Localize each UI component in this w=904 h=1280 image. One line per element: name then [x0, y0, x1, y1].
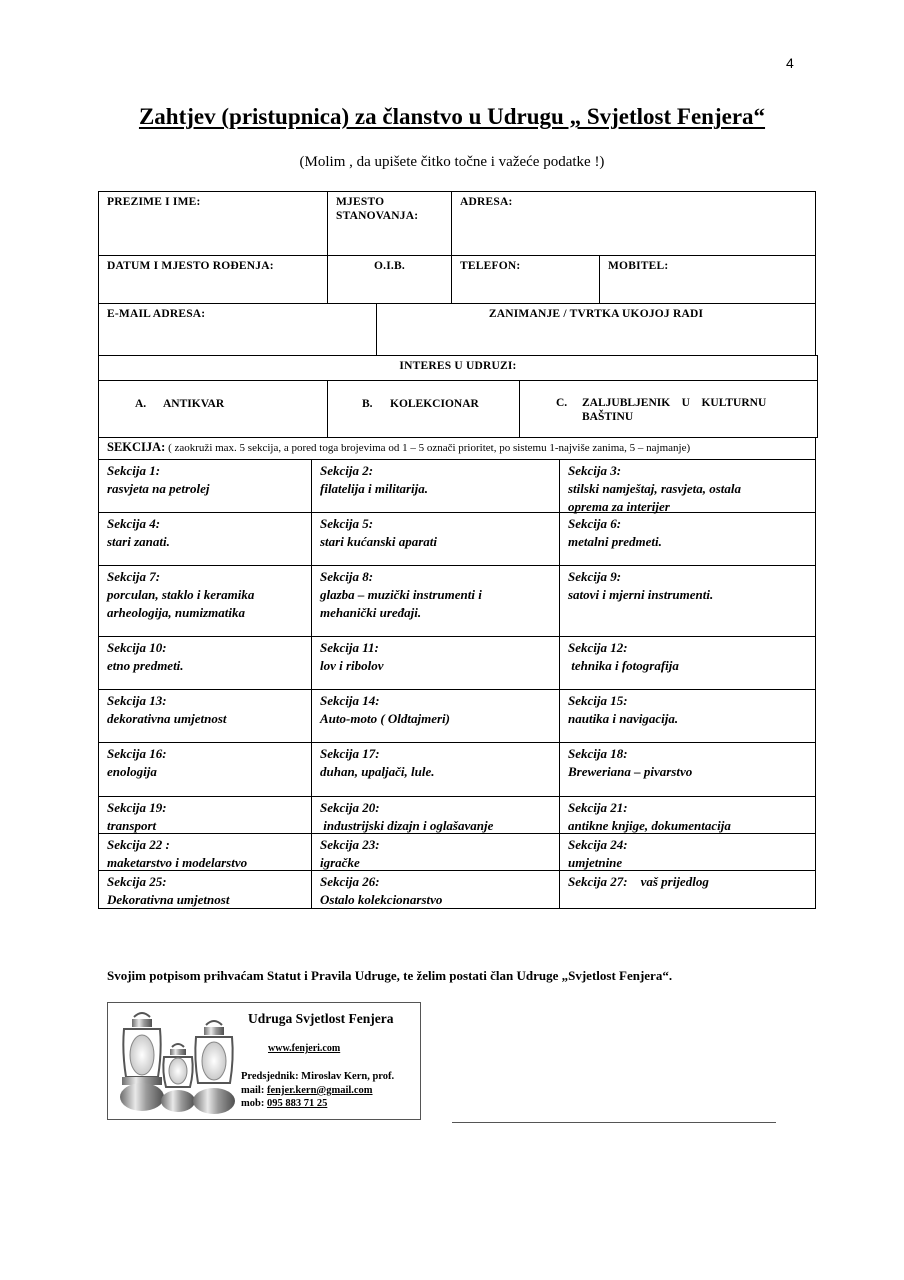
- section-cell-8[interactable]: [311, 565, 560, 637]
- section-cell-2[interactable]: [311, 459, 560, 513]
- section-title: Sekcija 11:: [320, 640, 379, 655]
- option-label-line1: ZALJUBLJENIK U KULTURNU: [582, 397, 767, 409]
- section-cell-24[interactable]: [559, 833, 816, 871]
- section-title: Sekcija 23:: [320, 837, 380, 852]
- mobile-field[interactable]: [599, 255, 816, 304]
- section-cell-22[interactable]: [98, 833, 312, 871]
- section-description: etno predmeti.: [107, 658, 184, 673]
- section-description: metalni predmeti.: [568, 534, 662, 549]
- section-title: Sekcija 18:: [568, 746, 628, 761]
- section-title: Sekcija 19:: [107, 800, 167, 815]
- stamp-president: Predsjednik: Miroslav Kern, prof.: [241, 1071, 395, 1082]
- section-description: stilski namještaj, rasvjeta, ostala: [568, 481, 741, 496]
- section-title: Sekcija 22 :: [107, 837, 170, 852]
- stamp-website-link[interactable]: www.fenjeri.com: [268, 1043, 341, 1054]
- email-field[interactable]: [98, 303, 377, 356]
- name-field[interactable]: [98, 191, 328, 256]
- section-title: Sekcija 13:: [107, 693, 167, 708]
- section-cell-17[interactable]: [311, 742, 560, 797]
- interest-option-kolekcionar[interactable]: [327, 380, 520, 438]
- lanterns-image: [112, 1007, 240, 1117]
- section-description: oprema za interijer: [568, 499, 670, 514]
- section-description: igračke: [320, 855, 360, 870]
- section-cell-19[interactable]: [98, 796, 312, 834]
- mobile-label: MOBITEL:: [608, 260, 669, 272]
- membership-form-table: [98, 191, 816, 909]
- consent-statement: Svojim potpisom prihvaćam Statut i Pravila Udruge, te želim postati član Udruge „Svjetlost Fenjera“.: [107, 968, 673, 983]
- email-label: E-MAIL ADRESA:: [107, 308, 206, 320]
- birth-date-place-field[interactable]: [98, 255, 328, 304]
- page-subtitle: (Molim , da upišete čitko točne i važeće podatke !): [299, 154, 605, 170]
- section-title: Sekcija 9:: [568, 569, 622, 584]
- page-title: Zahtjev (pristupnica) za članstvo u Udrugu „ Svjetlost Fenjera“: [138, 104, 766, 129]
- section-cell-6[interactable]: [559, 512, 816, 566]
- option-letter-b: B.: [362, 398, 373, 410]
- phone-field[interactable]: [451, 255, 600, 304]
- birth-date-place-label: DATUM I MJESTO ROĐENJA:: [107, 260, 274, 272]
- stamp-mail: [241, 1085, 373, 1096]
- oib-field[interactable]: [327, 255, 452, 304]
- section-title: Sekcija 21:: [568, 800, 628, 815]
- section-title: Sekcija 26:: [320, 874, 380, 889]
- section-description: Dekorativna umjetnost: [107, 892, 230, 907]
- section-description: maketarstvo i modelarstvo: [107, 855, 248, 870]
- section-description: duhan, upaljači, lule.: [320, 764, 435, 779]
- section-cell-15[interactable]: [559, 689, 816, 743]
- section-description: antikne knjige, dokumentacija: [568, 818, 731, 833]
- section-cell-10[interactable]: [98, 636, 312, 690]
- section-cell-3[interactable]: [559, 459, 816, 513]
- page-number: 4: [786, 55, 794, 71]
- section-cell-12[interactable]: [559, 636, 816, 690]
- section-description: mehanički uređaji.: [320, 605, 422, 620]
- section-title: Sekcija 6:: [568, 516, 622, 531]
- section-title: Sekcija 14:: [320, 693, 380, 708]
- section-title: Sekcija 8:: [320, 569, 374, 584]
- section-cell-25[interactable]: [98, 870, 312, 909]
- section-cell-23[interactable]: [311, 833, 560, 871]
- section-title: Sekcija 2:: [320, 463, 374, 478]
- option-label-antikvar: ANTIKVAR: [163, 398, 225, 410]
- section-cell-14[interactable]: [311, 689, 560, 743]
- stamp-org-name: Udruga Svjetlost Fenjera: [248, 1011, 394, 1026]
- section-description: lov i ribolov: [320, 658, 384, 673]
- option-label-kolekcionar: KOLEKCIONAR: [390, 398, 479, 410]
- section-cell-9[interactable]: [559, 565, 816, 637]
- residence-field[interactable]: [327, 191, 452, 256]
- section-heading: SEKCIJA:: [107, 440, 166, 454]
- occupation-field[interactable]: [376, 303, 816, 356]
- section-title: Sekcija 16:: [107, 746, 167, 761]
- section-cell-16[interactable]: [98, 742, 312, 797]
- section-description: industrijski dizajn i oglašavanje: [320, 818, 494, 833]
- signature-line[interactable]: [452, 1122, 776, 1123]
- section-description: satovi i mjerni instrumenti.: [568, 587, 714, 602]
- address-field[interactable]: [451, 191, 816, 256]
- section-cell-7[interactable]: [98, 565, 312, 637]
- section-cell-18[interactable]: [559, 742, 816, 797]
- stamp-mail-label: mail:: [241, 1085, 267, 1096]
- interest-header: [98, 355, 818, 381]
- section-description: transport: [107, 818, 157, 833]
- stamp-mail-link[interactable]: fenjer.kern@gmail.com: [266, 1085, 373, 1096]
- section-description: Auto-moto ( Oldtajmeri): [320, 711, 450, 726]
- section-instructions-text: ( zaokruži max. 5 sekcija, a pored toga brojevima od 1 – 5 označi prioritet, po sistemu 1-najviše zanima, 5 – najmanje): [165, 442, 691, 454]
- stamp-mobile-number: 095 883 71 25: [266, 1098, 328, 1109]
- oib-label: O.I.B.: [374, 260, 405, 272]
- stamp-mobile-label: mob:: [241, 1098, 267, 1109]
- section-title: Sekcija 10:: [107, 640, 167, 655]
- section-cell-27[interactable]: [559, 870, 816, 909]
- section-cell-4[interactable]: [98, 512, 312, 566]
- interest-option-kulturna-bastina[interactable]: [519, 380, 818, 438]
- section-description: nautika i navigacija.: [568, 711, 679, 726]
- section-description: dekorativna umjetnost: [107, 711, 227, 726]
- section-title: Sekcija 20:: [320, 800, 380, 815]
- option-letter-a: A.: [135, 398, 147, 410]
- section-cell-1[interactable]: [98, 459, 312, 513]
- association-stamp: [107, 1002, 421, 1120]
- stamp-mobile: [241, 1098, 327, 1109]
- section-title: Sekcija 15:: [568, 693, 628, 708]
- occupation-label: ZANIMANJE / TVRTKA UKOJOJ RADI: [488, 308, 704, 320]
- section-description: stari zanati.: [107, 534, 170, 549]
- section-title: Sekcija 3:: [568, 463, 622, 478]
- phone-label: TELEFON:: [460, 260, 521, 272]
- section-description: umjetnine: [568, 855, 623, 870]
- section-instructions: [98, 437, 816, 460]
- name-label: PREZIME I IME:: [107, 196, 201, 208]
- section-description: Ostalo kolekcionarstvo: [320, 892, 443, 907]
- section-description: porculan, staklo i keramika: [107, 587, 255, 602]
- section-title: Sekcija 25:: [107, 874, 167, 889]
- section-description: arheologija, numizmatika: [107, 605, 245, 620]
- section-description: glazba – muzički instrumenti i: [320, 587, 482, 602]
- section-cell-13[interactable]: [98, 689, 312, 743]
- interest-label: INTERES U UDRUZI:: [399, 360, 517, 372]
- section-cell-5[interactable]: [311, 512, 560, 566]
- residence-label-line1: MJESTO: [336, 196, 385, 208]
- section-description: enologija: [107, 764, 157, 779]
- section-cell-21[interactable]: [559, 796, 816, 834]
- section-description: stari kućanski aparati: [320, 534, 438, 549]
- address-label: ADRESA:: [460, 196, 513, 208]
- interest-option-antikvar[interactable]: [98, 380, 328, 438]
- section-cell-11[interactable]: [311, 636, 560, 690]
- section-title: Sekcija 12:: [568, 640, 628, 655]
- section-title: Sekcija 5:: [320, 516, 374, 531]
- section-description: Breweriana – pivarstvo: [568, 764, 693, 779]
- section-title: Sekcija 17:: [320, 746, 380, 761]
- section-description: tehnika i fotografija: [568, 658, 679, 673]
- section-title: Sekcija 1:: [107, 463, 161, 478]
- section-description: rasvjeta na petrolej: [107, 481, 210, 496]
- option-label-line2: BAŠTINU: [582, 411, 634, 423]
- section-title: Sekcija 24:: [568, 837, 628, 852]
- section-title: Sekcija 27: vaš prijedlog: [568, 874, 709, 889]
- residence-label-line2: STANOVANJA:: [336, 210, 419, 222]
- section-title: Sekcija 7:: [107, 569, 161, 584]
- section-title: Sekcija 4:: [107, 516, 161, 531]
- section-cell-26[interactable]: [311, 870, 560, 909]
- option-letter-c: C.: [556, 397, 568, 409]
- section-description: filatelija i militarija.: [320, 481, 428, 496]
- section-cell-20[interactable]: [311, 796, 560, 834]
